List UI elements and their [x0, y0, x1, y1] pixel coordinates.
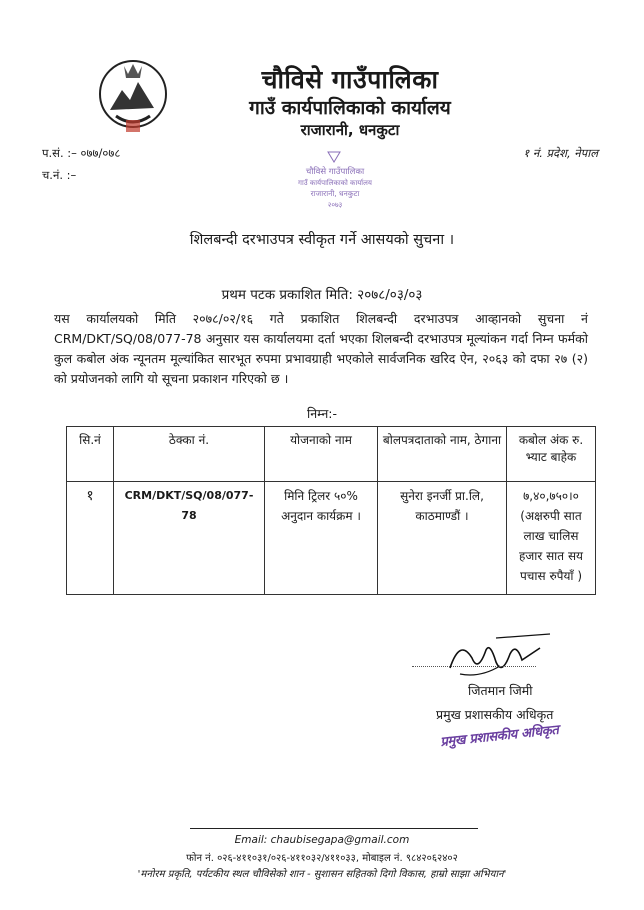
stamp-line-2: गाउँ कार्यपालिकाको कार्यालय	[298, 179, 372, 187]
office-subtitle: गाउँ कार्यपालिकाको कार्यालय	[249, 97, 451, 119]
amount-words: (अक्षरुपी सात लाख चालिस हजार सात सय पचास रुपैयाँ )	[518, 509, 584, 583]
signatory-name: जितमान जिमी	[468, 683, 533, 698]
dispatch-number: च.नं. :–	[42, 168, 77, 182]
designation-stamp: प्रमुख प्रशासकीय अधिकृत	[439, 722, 560, 751]
cell-bidder: सुनेरा इनर्जी प्रा.लि, काठमाण्डौं ।	[378, 482, 507, 595]
table-header-row	[67, 427, 596, 482]
list-heading: निम्न:-	[306, 406, 338, 421]
bid-table	[66, 426, 596, 595]
stamp-line-3: राजारानी, धनकुटा	[310, 189, 360, 198]
office-stamp	[290, 148, 380, 214]
header-bidder: बोलपत्रदाताको नाम, ठेगाना	[378, 427, 507, 482]
signatory-designation: प्रमुख प्रशासकीय अधिकृत	[436, 707, 554, 722]
header-project: योजनाको नाम	[265, 427, 378, 482]
cell-project: मिनि ट्रिलर ५०% अनुदान कार्यक्रम ।	[265, 482, 378, 595]
cell-serial: १	[67, 482, 114, 595]
cell-amount	[507, 482, 596, 595]
cell-contract-no: CRM/DKT/SQ/08/077-78	[114, 482, 265, 595]
publish-date: प्रथम पटक प्रकाशित मिति: २०७८/०३/०३	[221, 287, 423, 303]
office-title: चौविसे गाउँपालिका	[261, 65, 439, 94]
header-serial: सि.नं	[67, 427, 114, 482]
office-address: राजारानी, धनकुटा	[300, 121, 400, 139]
nepal-emblem-icon	[96, 52, 170, 138]
header-contract-no: ठेक्का नं.	[114, 427, 265, 482]
province-label: १ नं. प्रदेश, नेपाल	[523, 146, 598, 160]
stamp-line-4: २०७३	[327, 201, 343, 209]
footer-slogan: 'मनोरम प्रकृति, पर्यटकीय स्थल चौविसेको शान - सुशासन सहितको दिगो विकास, हाम्रो साझा अभियान'	[137, 869, 507, 880]
footer-phone: फोन नं. ०२६-४११०३१/०२६-४११०३२/४११०३३, मोबाइल नं. ९८४२०६२४०२	[186, 853, 458, 864]
notice-title: शिलबन्दी दरभाउपत्र स्वीकृत गर्ने आसयको सुचना ।	[189, 232, 455, 248]
table-row	[67, 482, 596, 595]
header-amount: कबोल अंक रु. भ्याट बाहेक	[507, 427, 596, 482]
footer-email: Email: chaubisegapa@gmail.com	[234, 834, 410, 846]
footer-divider	[190, 828, 478, 829]
stamp-line-1: चौविसे गाउँपालिका	[305, 167, 365, 177]
notice-body: यस कार्यालयको मिति २०७८/०२/१६ गते प्रकाशित शिलबन्दी दरभाउपत्र आव्हानको सुचना नं CRM/DKT/SQ/08/077-78 अनुसार यस कार्यालयमा दर्ता भएका शिलबन्दी दरभाउपत्र मूल्यांकन गर्दा निम्न फर्मको कुल कबोल अंक न्यूनतम मूल्यांकित सारभूत रुपमा प्रभावग्राही भएकोले सार्वजनिक खरिद ऐन, २०६३ को दफा २७ (२) को प्रयोजनको लागि यो सूचना प्रकाशन गरिएको छ ।	[54, 311, 588, 386]
signature	[430, 628, 580, 688]
letter-number: प.सं. :– ०७७/०७८	[42, 146, 121, 160]
amount-figure: ७,४०,७५०।०	[523, 489, 579, 503]
signature-line	[412, 666, 536, 667]
